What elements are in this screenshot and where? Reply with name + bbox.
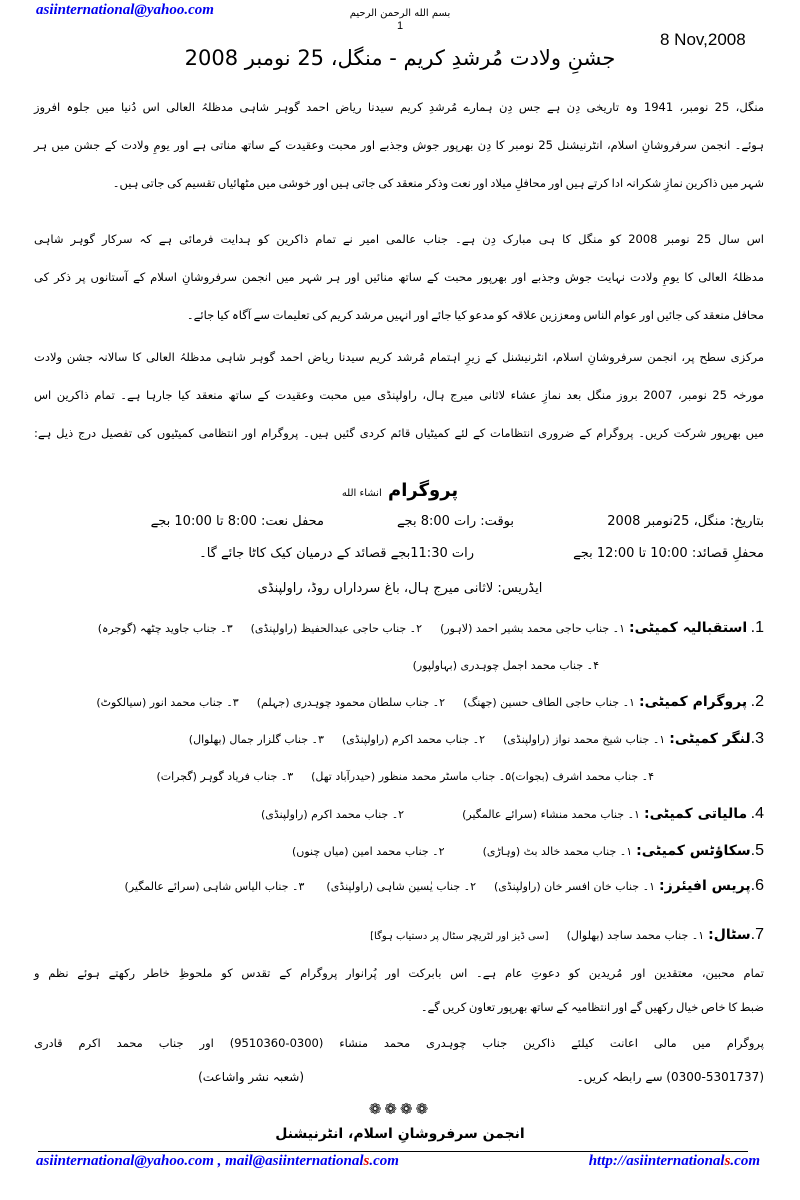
paragraph-1-line: شہر میں ذاکرین نمازِ شکرانہ ادا کرتے ہیں اور محافلِ میلاد اور نعت وذکر منعقد کی جاتی ہیں اور خوشی میں مٹھائیاں تقسیم کی جاتی ہیں۔	[112, 176, 764, 190]
program-heading-text: پروگرام	[388, 480, 459, 501]
committee-member: ۳۔ جناب الیاس شاہی (سرائے عالمگیر)	[124, 880, 305, 893]
committee-title: سٹال:	[708, 927, 751, 943]
paragraph-1-line: منگل، 25 نومبر، 1941 وہ تاریخی دِن ہے جس دِن ہمارے مُرشدِ کریم سیدنا ریاض احمد گوہر شاہی مدظلہُ العالی اس دُنیا میں جلوہ افروز	[34, 100, 765, 114]
program-time: بوقت: رات 8:00 بجے	[396, 514, 514, 529]
page-number: 1	[396, 20, 404, 32]
committee-7	[34, 927, 764, 945]
email-2-part: mail@asiinternational	[225, 1153, 364, 1169]
footer-website-link[interactable]	[589, 1153, 760, 1170]
committee-member: ۲۔ جناب محمد اکرم (راولپنڈی)	[341, 733, 486, 746]
committee-member: ۱۔ جناب محمد خالد بٹ (وہاڑی)	[482, 845, 633, 858]
committee-member: ۱۔ جناب محمد ساجد (بھلوال)	[566, 929, 705, 942]
committee-6	[34, 878, 764, 895]
closing-line: تمام محبین، معتقدین اور مُریدین کو دعوتِ عام ہے۔ اس بابرکت اور پُرانوار پروگرام کے تقدس کو ملحوظِ خاطر رکھتے ہوئے نظم و	[34, 966, 764, 980]
committee-number: 2.	[750, 693, 764, 710]
closing-line: ضبط کا خاص خیال رکھیں گے اور انتظامیہ کے ساتھ بھرپور تعاون کریں گے۔	[420, 1000, 764, 1014]
committee-number: 1.	[750, 619, 764, 636]
committee-member: ۲۔ جناب محمد امین (میاں چنوں)	[292, 845, 445, 858]
committee-member: ۲۔ جناب محمد اکرم (راولپنڈی)	[260, 808, 405, 821]
committee-5	[34, 843, 764, 860]
committee-member: ۱۔ جناب شیخ محمد نواز (راولپنڈی)	[503, 733, 666, 746]
committee-number: 5.	[750, 842, 764, 859]
url-part: http://asiinternational	[588, 1153, 725, 1169]
committee-member: ۵۔ جناب ماسٹر محمد منظور (حیدرآباد تھل)	[311, 770, 512, 783]
committee-number: 6.	[750, 877, 764, 894]
committee-number: 7.	[750, 926, 764, 943]
committee-member: ۱۔ جناب خان افسر خان (راولپنڈی)	[494, 880, 655, 893]
page-title: جشنِ ولادت مُرشدِ کریم - منگل، 25 نومبر 2008	[184, 46, 616, 70]
footer-divider	[38, 1151, 748, 1152]
committee-member: ۱۔ جناب حاجی الطاف حسین (جھنگ)	[463, 696, 635, 709]
program-heading	[0, 480, 800, 501]
committee-member: ۳۔ جناب گلزار جمال (بھلوال)	[188, 733, 324, 746]
paragraph-2-line: مدظلہُ العالی کا یومِ ولادت نہایت جوش وجذبے اور بھرپور محبت کے ساتھ منائیں اور ہر شہر میں انجمن سرفروشانِ اسلام کے آستانوں پر ذکر کی	[34, 270, 764, 284]
department-label: (شعبہ نشر واشاعت)	[198, 1070, 304, 1084]
committee-title: مالیاتی کمیٹی:	[643, 806, 748, 822]
committee-title: پروگرام کمیٹی:	[638, 694, 748, 710]
contact-line: (0300-5301737) سے رابطہ کریں۔	[576, 1070, 764, 1084]
bismillah: بسم الله الرحمن الرحيم	[349, 8, 451, 19]
committee-3	[34, 731, 764, 748]
footer-email-2-link[interactable]	[225, 1153, 399, 1169]
email-2-part: .com	[369, 1153, 399, 1169]
stall-note: [سی ڈیز اور لٹریچر سٹال پر دستیاب ہوگا]	[370, 931, 549, 942]
committee-member: ۲۔ جناب یٰسین شاہی (راولپنڈی)	[326, 880, 476, 893]
committee-member: ۳۔ جناب فریاد گوہر (گجرات)	[156, 770, 294, 783]
committee-member: ۲۔ جناب سلطان محمود چوہدری (جہلم)	[256, 696, 446, 709]
committee-title: لنگر کمیٹی:	[669, 731, 751, 747]
program-row-2	[34, 546, 764, 561]
program-naat: محفل نعت: 8:00 تا 10:00 بجے	[150, 514, 324, 529]
paragraph-2-line: اس سال 25 نومبر 2008 کو منگل کا ہی مبارک دِن ہے۔ جناب عالمی امیر نے تمام ذاکرین کو ہدایت فرمائی ہے کہ سرکار گوہر شاہی	[34, 232, 764, 246]
paragraph-3-line: مرکزی سطح پر، انجمن سرفروشانِ اسلام، انٹرنیشنل کے زیرِ اہتمام مُرشد کریم سیدنا ریاض احمد گوہر شاہی مدظلہُ العالی کا سالانہ جشن ولادت	[34, 350, 764, 364]
committee-member: ۲۔ جناب حاجی عبدالحفیظ (راولپنڈی)	[250, 622, 423, 635]
ornament-divider: ❁❁❁❁	[368, 1100, 432, 1118]
committee-2	[34, 694, 764, 711]
committee-member: ۱۔ جناب حاجی محمد بشیر احمد (لاہور)	[440, 622, 626, 635]
program-heading-note: انشاء الله	[341, 488, 382, 499]
committee-member: ۱۔ جناب محمد منشاء (سرائے عالمگیر)	[462, 808, 640, 821]
program-address: ایڈریس: لاثانی میرج ہال، باغ سرداراں روڈ، راولپنڈی	[257, 581, 543, 596]
program-qasaid: محفلِ قصائد: 10:00 تا 12:00 بجے	[573, 546, 764, 561]
document-date: 8 Nov,2008	[660, 30, 746, 49]
committee-number: 4.	[750, 805, 764, 822]
committee-4	[34, 806, 764, 823]
header-email-link[interactable]: asiinternational@yahoo.com	[36, 2, 214, 18]
program-row-1	[34, 514, 764, 529]
paragraph-3-line: مورخہ 25 نومبر، 2007 بروز منگل بعد نمازِ عشاء لاثانی میرج ہال، راولپنڈی میں محبت وعقیدت کے ساتھ منعقد کیا جارہا ہے۔ تمام ذاکرین اس	[34, 388, 764, 402]
committee-number: 3.	[750, 730, 764, 747]
committee-3-cont	[34, 769, 764, 785]
footer-emails	[36, 1153, 399, 1170]
committee-member: ۴۔ جناب محمد اجمل چوہدری (بہاولپور)	[412, 659, 599, 672]
url-part: .com	[730, 1153, 760, 1169]
email-2-accent: s	[363, 1153, 370, 1169]
contact-line: پروگرام میں مالی اعانت کیلئے ذاکرین جناب چوہدری محمد منشاء (0300-9510360) اور جناب محمد اکرم قادری	[34, 1036, 764, 1050]
committee-title: استقبالیہ کمیٹی:	[629, 620, 748, 636]
url-accent: s	[724, 1153, 731, 1169]
committee-title: پریس افیئرز:	[658, 878, 751, 894]
program-cake: رات 11:30بجے قصائد کے درمیان کیک کاٹا جائے گا۔	[199, 546, 474, 561]
committee-1	[34, 620, 764, 637]
paragraph-2-line: محافل منعقد کی جائیں اور عوام الناس ومعززین علاقہ کو مدعو کیا جائے اور انہیں مرشد کریم کی تعلیمات سے آگاہ کیا جائے۔	[186, 308, 764, 322]
committee-member: ۳۔ جناب جاوید چٹھہ (گوجرہ)	[97, 622, 233, 635]
committee-1-cont	[34, 658, 764, 674]
email-separator: ,	[213, 1153, 226, 1169]
footer-email-1-link[interactable]: asiinternational@yahoo.com	[36, 1153, 214, 1169]
committee-title: سکاؤٹس کمیٹی:	[636, 843, 751, 859]
committee-member: ۳۔ جناب محمد انور (سیالکوٹ)	[96, 696, 239, 709]
committee-member: ۴۔ جناب محمد اشرف (بجوات)	[511, 770, 654, 783]
program-date: بتاریخ: منگل، 25نومبر 2008	[607, 514, 764, 529]
paragraph-1-line: ہوئے۔ انجمن سرفروشانِ اسلام، انٹرنیشنل 25 نومبر کا دِن بھرپور جوش وجذبے اور محبت وعقیدت کے ساتھ مناتی ہے اور یومِ ولادت کے جشن میں ہر	[34, 138, 764, 152]
paragraph-3-line: میں بھرپور شرکت کریں۔ پروگرام کے ضروری انتظامات کے لئے کمیٹیاں قائم کردی گئیں ہیں۔ پروگرام اور انتظامی کمیٹیوں کی تفصیل درج ذیل ہے:	[34, 426, 764, 440]
footer-organization: انجمن سرفروشانِ اسلام، انٹرنیشنل	[275, 1126, 525, 1142]
contact-row-2	[34, 1070, 764, 1084]
